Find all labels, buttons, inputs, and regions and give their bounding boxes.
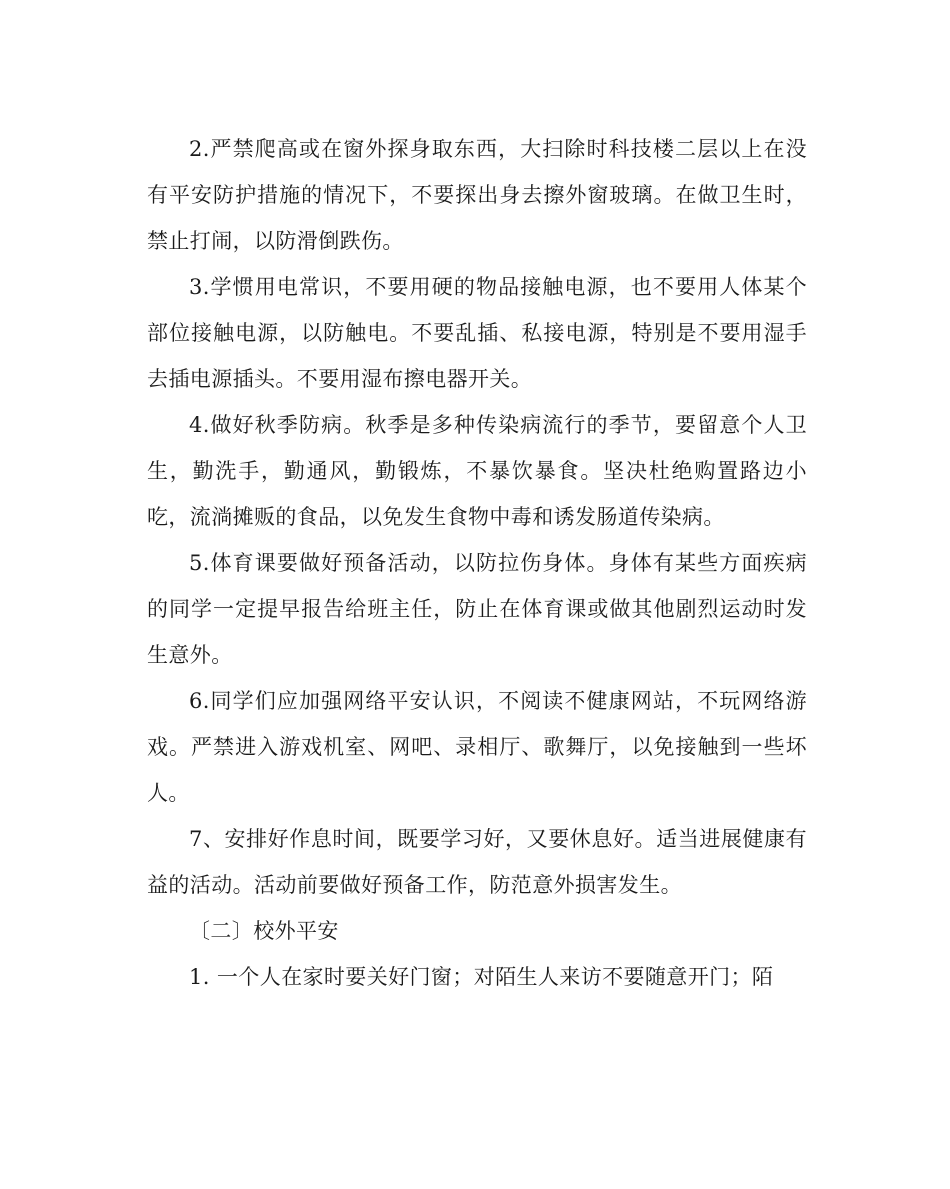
paragraph-rule-7: 7、安排好作息时间，既要学习好，又要休息好。适当进展健康有益的活动。活动前要做好预备工作，防范意外损害发生。 [147, 827, 807, 897]
section-heading-off-campus-safety: 〔二〕校外平安 [189, 919, 339, 943]
paragraph-off-campus-rule-1: 1. 一个人在家时要关好门窗；对陌生人来访不要随意开门；陌 [189, 965, 774, 989]
paragraph-rule-5: 5.体育课要做好预备活动，以防拉伤身体。身体有某些方面疾病的同学一定提早报告给班主任，防止在体育课或做其他剧烈运动时发生意外。 [147, 551, 807, 667]
paragraph-rule-4: 4.做好秋季防病。秋季是多种传染病流行的季节，要留意个人卫生，勤洗手，勤通风，勤锻炼，不暴饮暴食。坚决杜绝购置路边小吃，流淌摊贩的食品，以免发生食物中毒和诱发肠道传染病。 [147, 413, 807, 529]
paragraph-rule-3: 3.学惯用电常识，不要用硬的物品接触电源，也不要用人体某个部位接触电源，以防触电。不要乱插、私接电源，特别是不要用湿手去插电源插头。不要用湿布擦电器开关。 [147, 275, 807, 391]
paragraph-rule-6: 6.同学们应加强网络平安认识，不阅读不健康网站，不玩网络游戏。严禁进入游戏机室、网吧、录相厅、歌舞厅，以免接触到一些坏人。 [147, 689, 807, 805]
paragraph-rule-2: 2.严禁爬高或在窗外探身取东西，大扫除时科技楼二层以上在没有平安防护措施的情况下，不要探出身去擦外窗玻璃。在做卫生时，禁止打闹，以防滑倒跌伤。 [147, 137, 807, 253]
document-body [147, 126, 807, 1000]
